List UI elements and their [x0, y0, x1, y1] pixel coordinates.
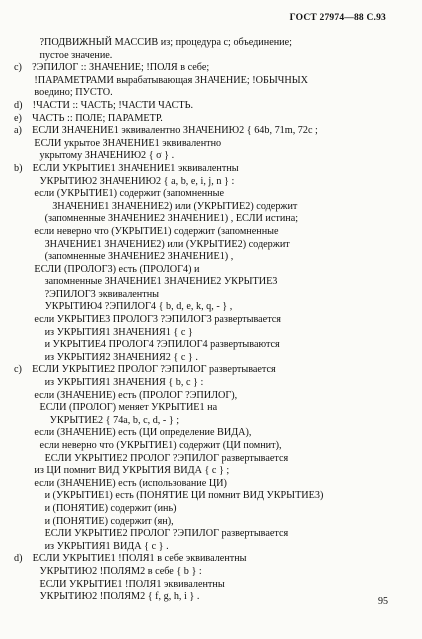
text-line: ЗНАЧЕНИЕ1 ЗНАЧЕНИЕ2) или (УКРЫТИЕ2) содержит: [14, 200, 298, 212]
text-line: если (ЗНАЧЕНИЕ) есть (ЦИ определение ВИДА),: [14, 427, 252, 439]
text-line: ЕСЛИ УКРЫТИЕ1 !ПОЛЯ1 эквивалентны: [14, 578, 225, 590]
text-line: из УКРЫТИЯ1 ЗНАЧЕНИЯ1 { c }: [14, 326, 193, 338]
text-line: запомненные ЗНАЧЕНИЕ1 ЗНАЧЕНИЕ2 УКРЫТИЕ3: [14, 276, 278, 288]
text-line: из ЦИ помнит ВИД УКРЫТИЯ ВИДА { c } ;: [14, 465, 230, 477]
text-line: и УКРЫТИЕ4 ПРОЛОГ4 ?ЭПИЛОГ4 развертываются: [14, 339, 280, 351]
text-line: если УКРЫТИЕ3 ПРОЛОГ3 ?ЭПИЛОГ3 развертывается: [14, 314, 281, 326]
page-header: ГОСТ 27974—88 С.93: [289, 13, 386, 23]
text-line: ЕСЛИ укрытое ЗНАЧЕНИЕ1 эквивалентно: [14, 137, 222, 149]
text-line: воедино; ПУСТО.: [14, 87, 113, 99]
text-line: c) ЕСЛИ УКРЫТИЕ2 ПРОЛОГ ?ЭПИЛОГ развертывается: [14, 364, 276, 376]
text-line: !ПАРАМЕТРАМИ вырабатывающая ЗНАЧЕНИЕ; !ОБЫЧНЫХ: [14, 74, 308, 86]
text-line: и (ПОНЯТИЕ) содержит (ян),: [14, 515, 174, 527]
text-line: ЕСЛИ УКРЫТИЕ2 ПРОЛОГ ?ЭПИЛОГ развертывается: [14, 528, 289, 540]
text-line: и (УКРЫТИЕ1) есть (ПОНЯТИЕ ЦИ помнит ВИД УКРЫТИЕ3): [14, 490, 324, 502]
text-line: укрытому ЗНАЧЕНИЮ2 { σ } .: [14, 150, 175, 162]
text-line: ?ПОДВИЖНЫЙ МАССИВ из; процедура с; объединение;: [14, 37, 292, 48]
text-line: и (ПОНЯТИЕ) содержит (инь): [14, 502, 177, 514]
text-line: если (ЗНАЧЕНИЕ) есть (ПРОЛОГ ?ЭПИЛОГ),: [14, 389, 238, 401]
text-line: УКРЫТИЮ2 !ПОЛЯМ2 в себе { b } :: [14, 565, 202, 577]
text-line: УКРЫТИЕ2 { 74a, b, c, d, - } ;: [14, 414, 180, 426]
text-line: ЕСЛИ (ПРОЛОГ) меняет УКРЫТИЕ1 на: [14, 402, 218, 414]
page-number: 95: [378, 596, 388, 607]
text-line: если неверно что (УКРЫТИЕ1) содержит (ЦИ помнит),: [14, 440, 282, 451]
text-line: ?ЭПИЛОГ3 эквивалентны: [14, 288, 159, 300]
text-line: e) ЧАСТЬ :: ПОЛЕ; ПАРАМЕТР.: [14, 112, 163, 124]
text-line: ЗНАЧЕНИЕ1 ЗНАЧЕНИЕ2) или (УКРЫТИЕ2) содержит: [14, 238, 290, 250]
text-line: из УКРЫТИЯ1 ВИДА { c } .: [14, 540, 169, 552]
text-line: если (УКРЫТИЕ1) содержит (запомненные: [14, 188, 224, 200]
text-line: если (ЗНАЧЕНИЕ) есть (использование ЦИ): [14, 477, 227, 489]
text-line: ЕСЛИ (ПРОЛОГ3) есть (ПРОЛОГ4) и: [14, 263, 200, 275]
text-line: ЕСЛИ УКРЫТИЕ2 ПРОЛОГ ?ЭПИЛОГ развертывается: [14, 452, 289, 464]
text-line: УКРЫТИЮ2 !ПОЛЯМ2 { f, g, h, i } .: [14, 591, 200, 603]
text-line: из УКРЫТИЯ2 ЗНАЧЕНИЯ2 { c } .: [14, 351, 198, 363]
text-line: (запомненные ЗНАЧЕНИЕ2 ЗНАЧЕНИЕ1) , ЕСЛИ истина;: [14, 213, 299, 225]
text-line: из УКРЫТИЯ1 ЗНАЧЕНИЯ { b, c } :: [14, 377, 204, 389]
text-line: d) ЕСЛИ УКРЫТИЕ1 !ПОЛЯ1 в себе эквивалентны: [14, 553, 247, 565]
text-line: b) ЕСЛИ УКРЫТИЕ1 ЗНАЧЕНИЕ1 эквивалентны: [14, 162, 239, 174]
text-line: (запомненные ЗНАЧЕНИЕ2 ЗНАЧЕНИЕ1) ,: [14, 251, 234, 263]
document-body: [14, 37, 400, 604]
text-line: d) !ЧАСТИ :: ЧАСТЬ; !ЧАСТИ ЧАСТЬ.: [14, 99, 194, 111]
text-line: если неверно что (УКРЫТИЕ1) содержит (запомненные: [14, 225, 279, 237]
text-line: УКРЫТИЮ4 ?ЭПИЛОГ4 { b, d, e, k, q, - } ,: [14, 301, 233, 313]
text-line: a) ЕСЛИ ЗНАЧЕНИЕ1 эквивалентно ЗНАЧЕНИЮ2 { 64b, 71m, 72c ;: [14, 125, 318, 137]
text-line: c) ?ЭПИЛОГ :: ЗНАЧЕНИЕ; !ПОЛЯ в себе;: [14, 62, 210, 74]
text-line: УКРЫТИЮ2 ЗНАЧЕНИЮ2 { a, b, e, i, j, n } :: [14, 175, 235, 187]
text-line: пустое значение.: [14, 49, 113, 61]
